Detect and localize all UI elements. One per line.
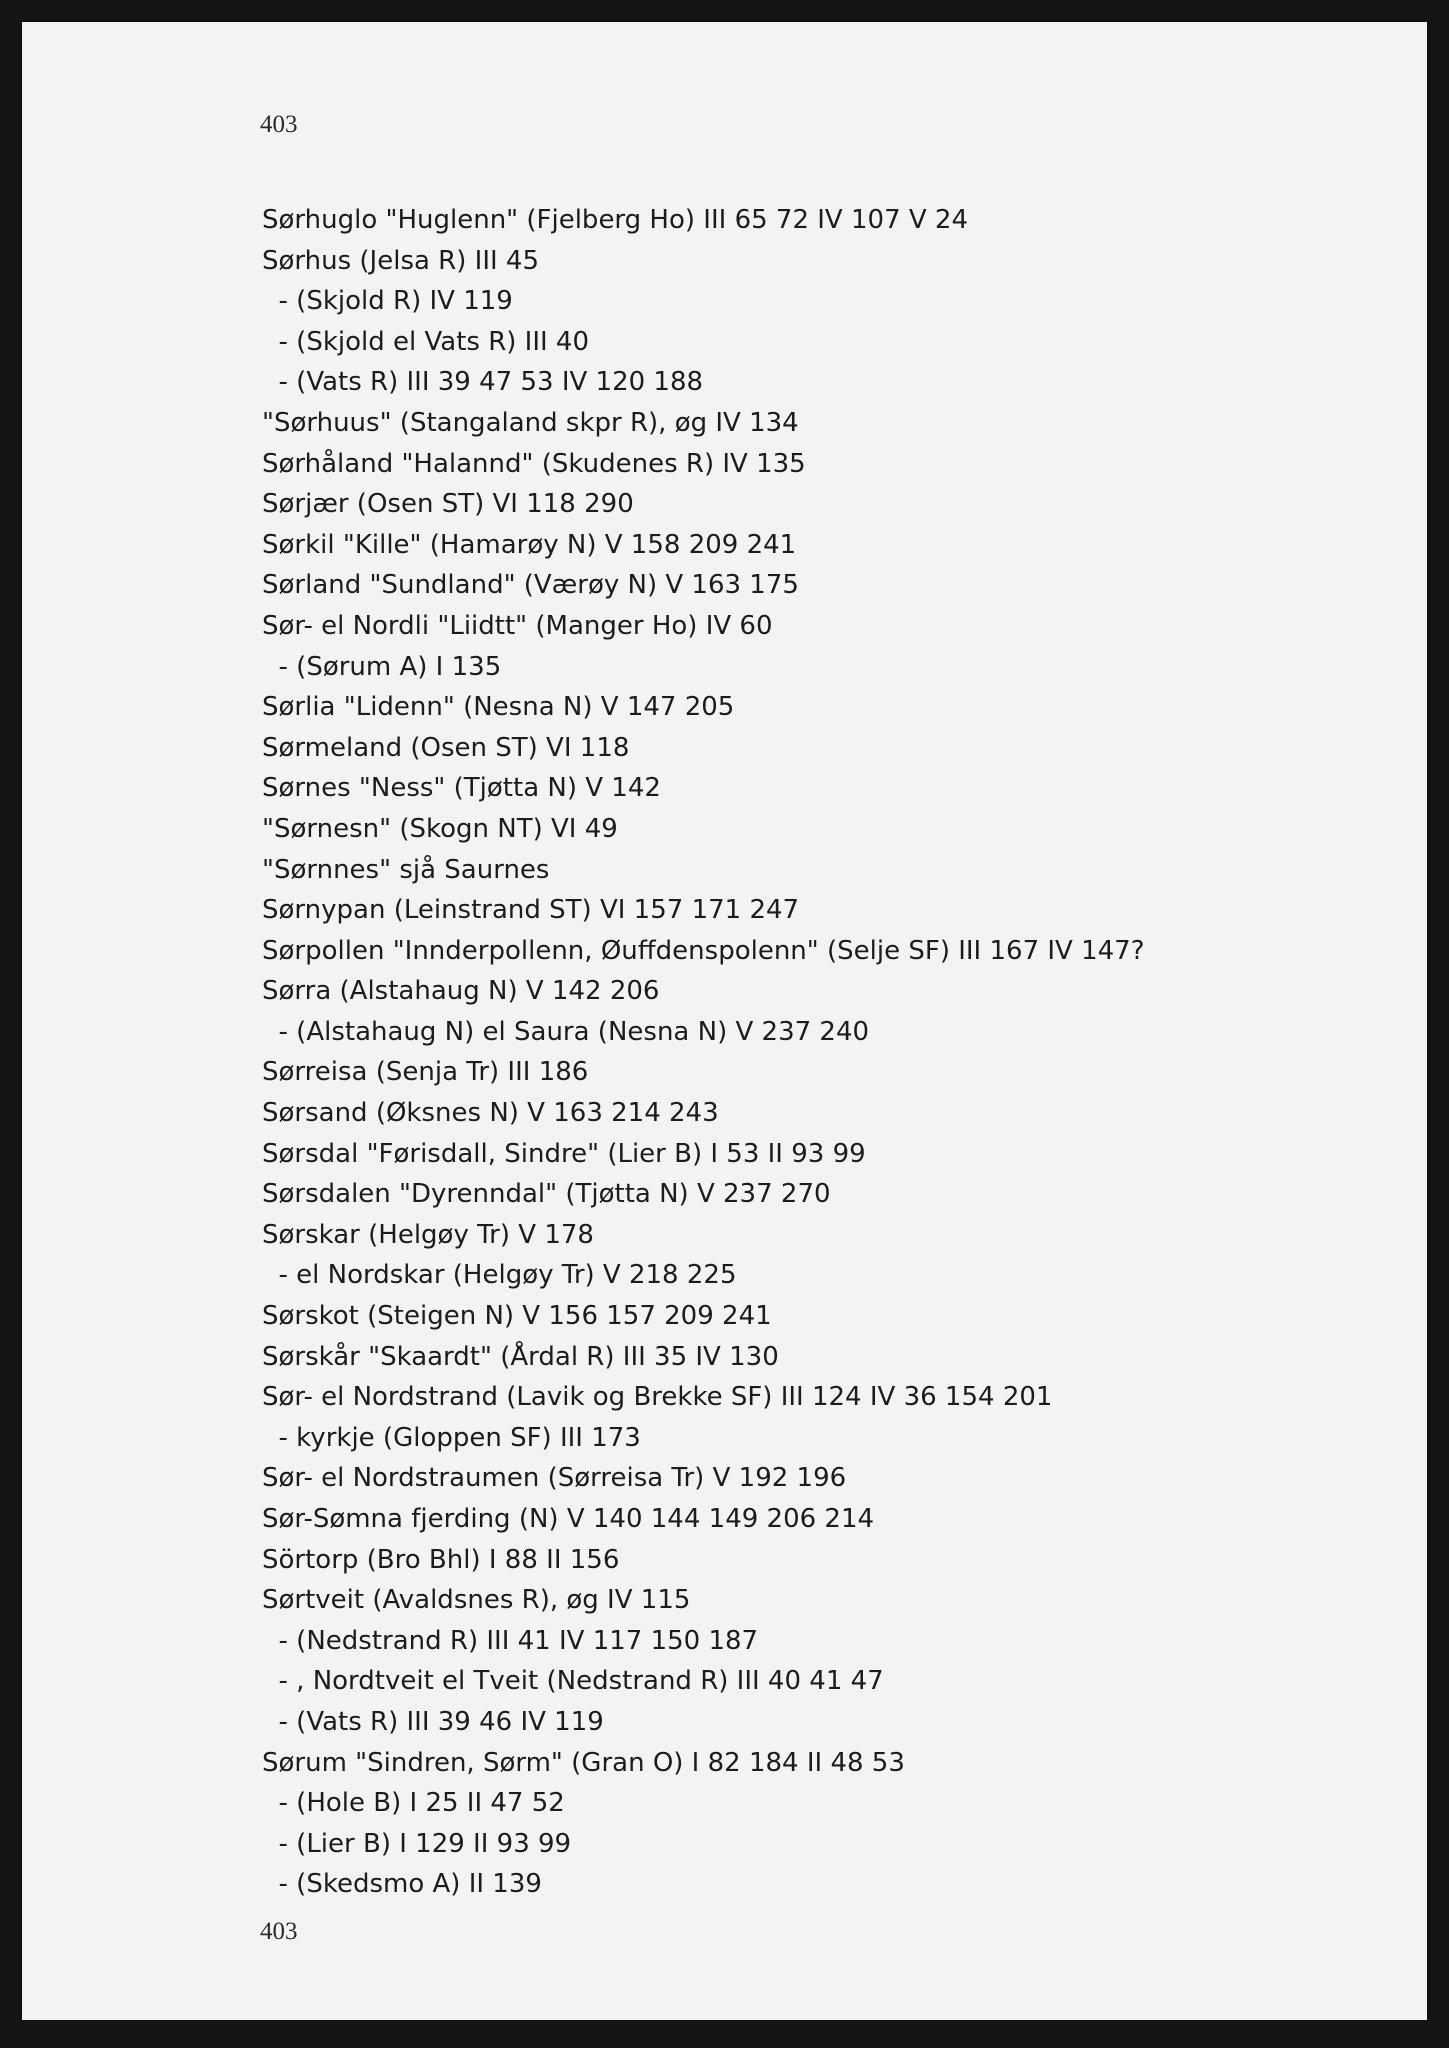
index-entry: Sørhåland "Halannd" (Skudenes R) IV 135 <box>262 448 806 479</box>
index-entry: "Sørnesn" (Skogn NT) VI 49 <box>262 813 618 844</box>
index-entry: - (Lier B) I 129 II 93 99 <box>262 1828 572 1859</box>
index-entry: Sørum "Sindren, Sørm" (Gran O) I 82 184 II 48 53 <box>262 1747 905 1778</box>
index-entry: Sørkil "Kille" (Hamarøy N) V 158 209 241 <box>262 529 797 560</box>
index-entry: - (Skjold el Vats R) III 40 <box>262 326 590 357</box>
index-entry: - kyrkje (Gloppen SF) III 173 <box>262 1422 641 1453</box>
index-entry: Sørmeland (Osen ST) VI 118 <box>262 732 630 763</box>
index-entry: Sørland "Sundland" (Værøy N) V 163 175 <box>262 570 799 601</box>
index-entry: - (Alstahaug N) el Saura (Nesna N) V 237 240 <box>262 1016 870 1047</box>
index-entry: - el Nordskar (Helgøy Tr) V 218 225 <box>262 1260 737 1291</box>
index-entry: Sørskår "Skaardt" (Årdal R) III 35 IV 130 <box>262 1341 779 1372</box>
index-entry: - (Hole B) I 25 II 47 52 <box>262 1788 565 1819</box>
index-entry: Sørsdalen "Dyrenndal" (Tjøtta N) V 237 270 <box>262 1179 831 1210</box>
index-entry: Sørpollen "Innderpollenn, Øuffdenspolenn" (Selje SF) III 167 IV 147? <box>262 935 1145 966</box>
index-entry: Sørra (Alstahaug N) V 142 206 <box>262 976 660 1007</box>
index-entry: "Sørnnes" sjå Saurnes <box>262 854 550 885</box>
index-entry: Sørlia "Lidenn" (Nesna N) V 147 205 <box>262 692 735 723</box>
page-number-top: 403 <box>260 111 298 138</box>
index-entry: Sørnypan (Leinstrand ST) VI 157 171 247 <box>262 895 800 926</box>
index-entry: - (Skjold R) IV 119 <box>262 286 513 317</box>
index-entry: Sør- el Nordstrand (Lavik og Brekke SF) III 124 IV 36 154 201 <box>262 1382 1053 1413</box>
index-entry: Sørskar (Helgøy Tr) V 178 <box>262 1219 594 1250</box>
index-entry: Sørsdal "Førisdall, Sindre" (Lier B) I 53 II 93 99 <box>262 1138 866 1169</box>
index-entry: - (Vats R) III 39 46 IV 119 <box>262 1706 604 1737</box>
index-entry: - (Skedsmo A) II 139 <box>262 1869 542 1900</box>
index-entry: - (Vats R) III 39 47 53 IV 120 188 <box>262 367 704 398</box>
index-entry: - (Sørum A) I 135 <box>262 651 502 682</box>
index-entry: Sør-Sømna fjerding (N) V 140 144 149 206 214 <box>262 1504 875 1534</box>
index-entry: - , Nordtveit el Tveit (Nedstrand R) III 40 41 47 <box>262 1666 884 1697</box>
page-number-bottom: 403 <box>260 1918 298 1945</box>
index-entry: Sørhus (Jelsa R) III 45 <box>262 245 540 276</box>
index-entry: - (Nedstrand R) III 41 IV 117 150 187 <box>262 1625 759 1656</box>
index-entry: Sør- el Nordli "Liidtt" (Manger Ho) IV 60 <box>262 610 773 641</box>
index-entry: Sør- el Nordstraumen (Sørreisa Tr) V 192 196 <box>262 1463 847 1494</box>
index-entry: Sørreisa (Senja Tr) III 186 <box>262 1057 589 1088</box>
index-entry: Sørsand (Øksnes N) V 163 214 243 <box>262 1098 719 1129</box>
index-entry: Sørhuglo "Huglenn" (Fjelberg Ho) III 65 72 IV 107 V 24 <box>262 205 969 235</box>
index-entry: Sörtorp (Bro Bhl) I 88 II 156 <box>262 1544 620 1575</box>
index-entry: Sørskot (Steigen N) V 156 157 209 241 <box>262 1301 772 1332</box>
index-entry: Sørjær (Osen ST) VI 118 290 <box>262 489 634 520</box>
index-entry-list <box>262 200 1382 1905</box>
index-entry: Sørtveit (Avaldsnes R), øg IV 115 <box>262 1585 691 1616</box>
index-entry: "Sørhuus" (Stangaland skpr R), øg IV 134 <box>262 407 799 438</box>
index-entry: Sørnes "Ness" (Tjøtta N) V 142 <box>262 773 661 804</box>
